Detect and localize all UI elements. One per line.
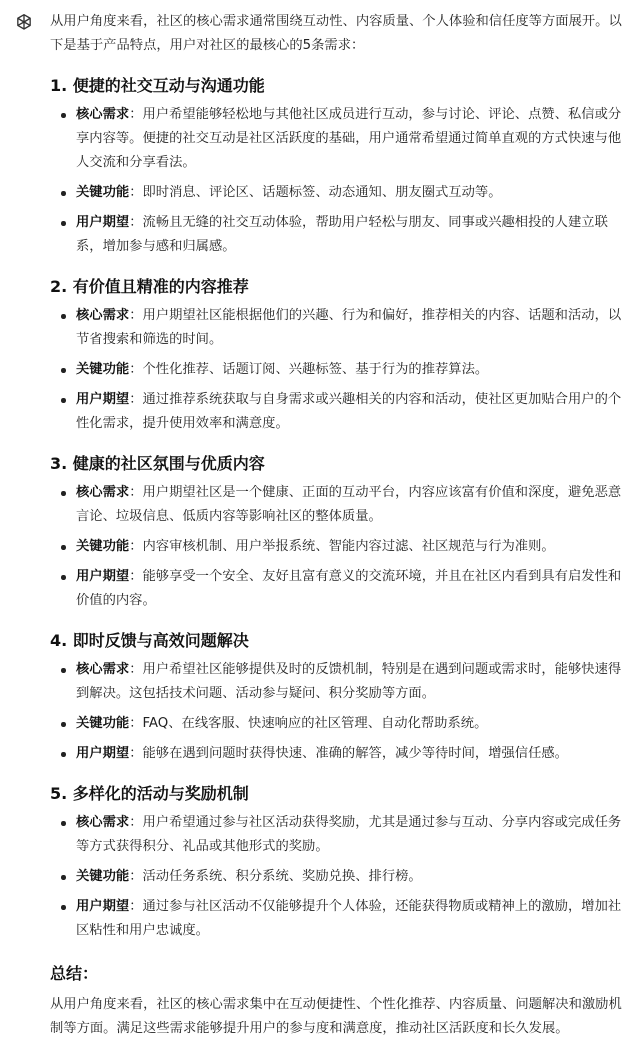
section-1 — [50, 75, 628, 259]
list-item — [50, 211, 628, 259]
list-item — [50, 565, 628, 613]
item-label: 关键功能 — [76, 869, 130, 884]
item-text: ：FAQ、在线客服、快速响应的社区管理、自动化帮助系统。 — [129, 716, 488, 731]
list-item — [50, 742, 628, 766]
item-text: ：用户期望社区是一个健康、正面的互动平台，内容应该富有价值和深度，避免恶意言论、垃圾信息、低质内容等影响社区的整体质量。 — [76, 485, 622, 524]
list-item — [50, 895, 628, 943]
item-label: 关键功能 — [76, 362, 130, 377]
item-label: 关键功能 — [76, 716, 130, 731]
section-3 — [50, 453, 628, 613]
item-text: ：通过参与社区活动不仅能够提升个人体验，还能获得物质或精神上的激励，增加社区粘性和用户忠诚度。 — [76, 899, 622, 938]
item-text: ：用户希望能够轻松地与其他社区成员进行互动，参与讨论、评论、点赞、私信或分享内容等。便捷的社交互动是社区活跃度的基础，用户通常希望通过简单直观的方式快速与他人交流和分享看法。 — [76, 107, 622, 170]
item-text: ：流畅且无缝的社交互动体验，帮助用户轻松与朋友、同事或兴趣相投的人建立联系，增加参与感和归属感。 — [76, 215, 608, 254]
sections-container — [50, 75, 628, 943]
list-item — [50, 181, 628, 205]
list-item — [50, 103, 628, 175]
assistant-avatar — [14, 12, 34, 32]
bullet-list — [50, 658, 628, 766]
section-title: 2. 有价值且精准的内容推荐 — [50, 277, 249, 296]
summary-text: 从用户角度来看，社区的核心需求集中在互动便捷性、个性化推荐、内容质量、问题解决和激励机制等方面。满足这些需求能够提升用户的参与度和满意度，推动社区活跃度和长久发展。 — [50, 997, 622, 1036]
list-item — [50, 658, 628, 706]
list-item — [50, 304, 628, 352]
list-item — [50, 865, 628, 889]
item-label: 核心需求 — [76, 308, 130, 323]
section-title: 1. 便捷的社交互动与沟通功能 — [50, 76, 265, 95]
item-label: 用户期望 — [76, 215, 130, 230]
item-text: ：用户希望社区能够提供及时的反馈机制，特别是在遇到问题或需求时，能够快速得到解决。这包括技术问题、活动参与疑问、积分奖励等方面。 — [76, 662, 622, 701]
bullet-list — [50, 103, 628, 259]
list-item — [50, 811, 628, 859]
item-text: ：用户希望通过参与社区活动获得奖励，尤其是通过参与互动、分享内容或完成任务等方式获得积分、礼品或其他形式的奖励。 — [76, 815, 622, 854]
bullet-list — [50, 304, 628, 436]
item-label: 核心需求 — [76, 815, 130, 830]
section-title: 3. 健康的社区氛围与优质内容 — [50, 454, 265, 473]
section-5 — [50, 783, 628, 943]
item-label: 核心需求 — [76, 662, 130, 677]
item-label: 用户期望 — [76, 746, 130, 761]
item-text: ：活动任务系统、积分系统、奖励兑换、排行榜。 — [129, 869, 422, 884]
item-label: 关键功能 — [76, 539, 130, 554]
item-text: ：内容审核机制、用户举报系统、智能内容过滤、社区规范与行为准则。 — [129, 539, 555, 554]
list-item — [50, 481, 628, 529]
item-text: ：个性化推荐、话题订阅、兴趣标签、基于行为的推荐算法。 — [129, 362, 489, 377]
intro-paragraph: 从用户角度来看，社区的核心需求通常围绕互动性、内容质量、个人体验和信任度等方面展开。以下是基于产品特点，用户对社区的最核心的5条需求： — [50, 14, 622, 53]
bullet-list — [50, 481, 628, 613]
list-item — [50, 535, 628, 559]
section-2 — [50, 276, 628, 436]
list-item — [50, 358, 628, 382]
item-label: 用户期望 — [76, 392, 130, 407]
section-title: 5. 多样化的活动与奖励机制 — [50, 784, 249, 803]
list-item — [50, 388, 628, 436]
assistant-message — [50, 10, 628, 1041]
item-text: ：能够在遇到问题时获得快速、准确的解答，减少等待时间，增强信任感。 — [129, 746, 568, 761]
list-item — [50, 712, 628, 736]
item-label: 核心需求 — [76, 485, 130, 500]
item-text: ：通过推荐系统获取与自身需求或兴趣相关的内容和活动，使社区更加贴合用户的个性化需求，提升使用效率和满意度。 — [76, 392, 622, 431]
item-label: 用户期望 — [76, 899, 130, 914]
item-label: 关键功能 — [76, 185, 130, 200]
item-label: 用户期望 — [76, 569, 130, 584]
section-title: 4. 即时反馈与高效问题解决 — [50, 631, 249, 650]
section-4 — [50, 630, 628, 766]
bullet-list — [50, 811, 628, 943]
summary-title: 总结： — [50, 964, 99, 983]
openai-logo-icon — [14, 12, 34, 32]
item-text: ：用户期望社区能根据他们的兴趣、行为和偏好，推荐相关的内容、话题和活动，以节省搜索和筛选的时间。 — [76, 308, 622, 347]
item-text: ：能够享受一个安全、友好且富有意义的交流环境，并且在社区内看到具有启发性和价值的内容。 — [76, 569, 622, 608]
item-label: 核心需求 — [76, 107, 130, 122]
item-text: ：即时消息、评论区、话题标签、动态通知、朋友圈式互动等。 — [129, 185, 502, 200]
summary-section — [50, 963, 628, 1041]
